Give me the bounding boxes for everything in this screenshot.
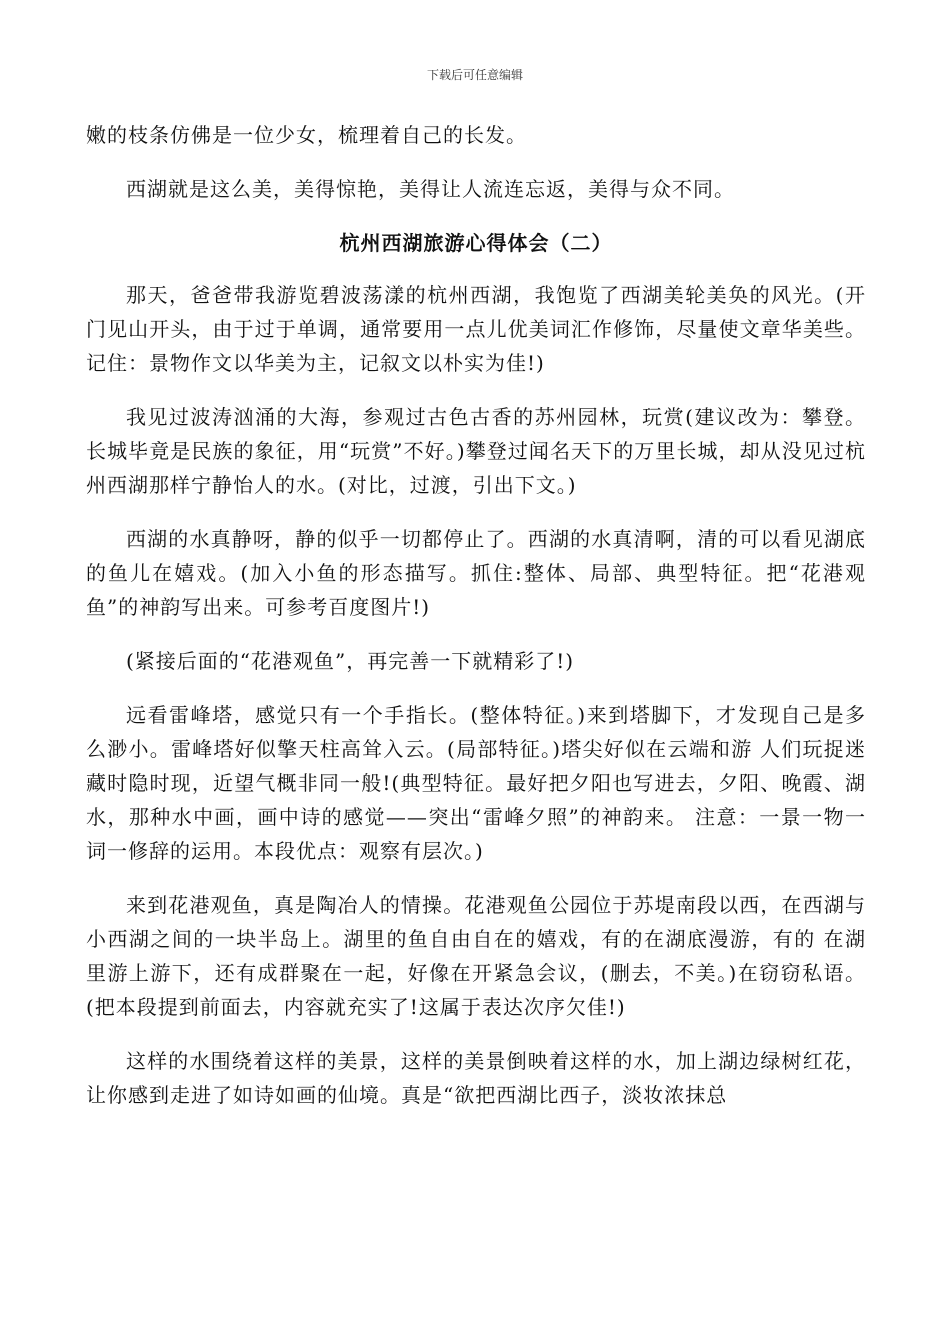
paragraph-continued: 嫩的枝条仿佛是一位少女，梳理着自己的长发。: [86, 123, 527, 147]
paragraph: (紧接后面的“花港观鱼”，再完善一下就精彩了!): [126, 649, 575, 673]
paragraph: 西湖的水真静呀，静的似乎一切都停止了。西湖的水真清啊，清的可以看见湖底的鱼儿在嬉戏。(加入小鱼的形态描写。抓住:整体、局部、典型特征。把“花港观鱼”的神韵写出来。可参考百度图片!): [86, 527, 866, 619]
paragraph: 远看雷峰塔，感觉只有一个手指长。(整体特征。)来到塔脚下，才发现自己是多么渺小。雷峰塔好似擎天柱高耸入云。(局部特征。)塔尖好似在云端和游 人们玩捉迷藏时隐时现，近望气概非同一般!(典型特征。最好把夕阳也写进去，夕阳、晚霞、湖水，那种水中画，画中诗的感觉——突出“雷峰夕照”的神韵来。 注意：一景一物一词一修辞的运用。本段优点：观察有层次。): [86, 703, 866, 863]
paragraph: 西湖就是这么美，美得惊艳，美得让人流连忘返，美得与众不同。: [126, 177, 735, 201]
paragraph: 来到花港观鱼，真是陶冶人的情操。花港观鱼公园位于苏堤南段以西，在西湖与小西湖之间的一块半岛上。湖里的鱼自由自在的嬉戏，有的在湖底漫游，有的 在湖里游上游下，还有成群聚在一起，好像在开紧急会议，(删去，不美。)在窃窃私语。(把本段提到前面去，内容就充实了!这属于表达次序欠佳!): [86, 893, 866, 1019]
paragraph: 这样的水围绕着这样的美景，这样的美景倒映着这样的水，加上湖边绿树红花，让你感到走进了如诗如画的仙境。真是“欲把西湖比西子，淡妆浓抹总: [86, 1049, 866, 1107]
section-title: 杭州西湖旅游心得体会（二）: [339, 231, 613, 255]
document-body: [86, 118, 866, 1132]
page-header: 下载后可任意编辑: [426, 68, 523, 82]
paragraph: 那天，爸爸带我游览碧波荡漾的杭州西湖，我饱览了西湖美轮美奂的风光。(开门见山开头，由于过于单调，通常要用一点儿优美词汇作修饰，尽量使文章华美些。记住：景物作文以华美为主，记叙文以朴实为佳!): [86, 283, 866, 375]
paragraph: 我见过波涛汹涌的大海，参观过古色古香的苏州园林，玩赏(建议改为：攀登。长城毕竟是民族的象征，用“玩赏”不好。)攀登过闻名天下的万里长城，却从没见过杭州西湖那样宁静怡人的水。(对比，过渡，引出下文。): [86, 405, 866, 497]
